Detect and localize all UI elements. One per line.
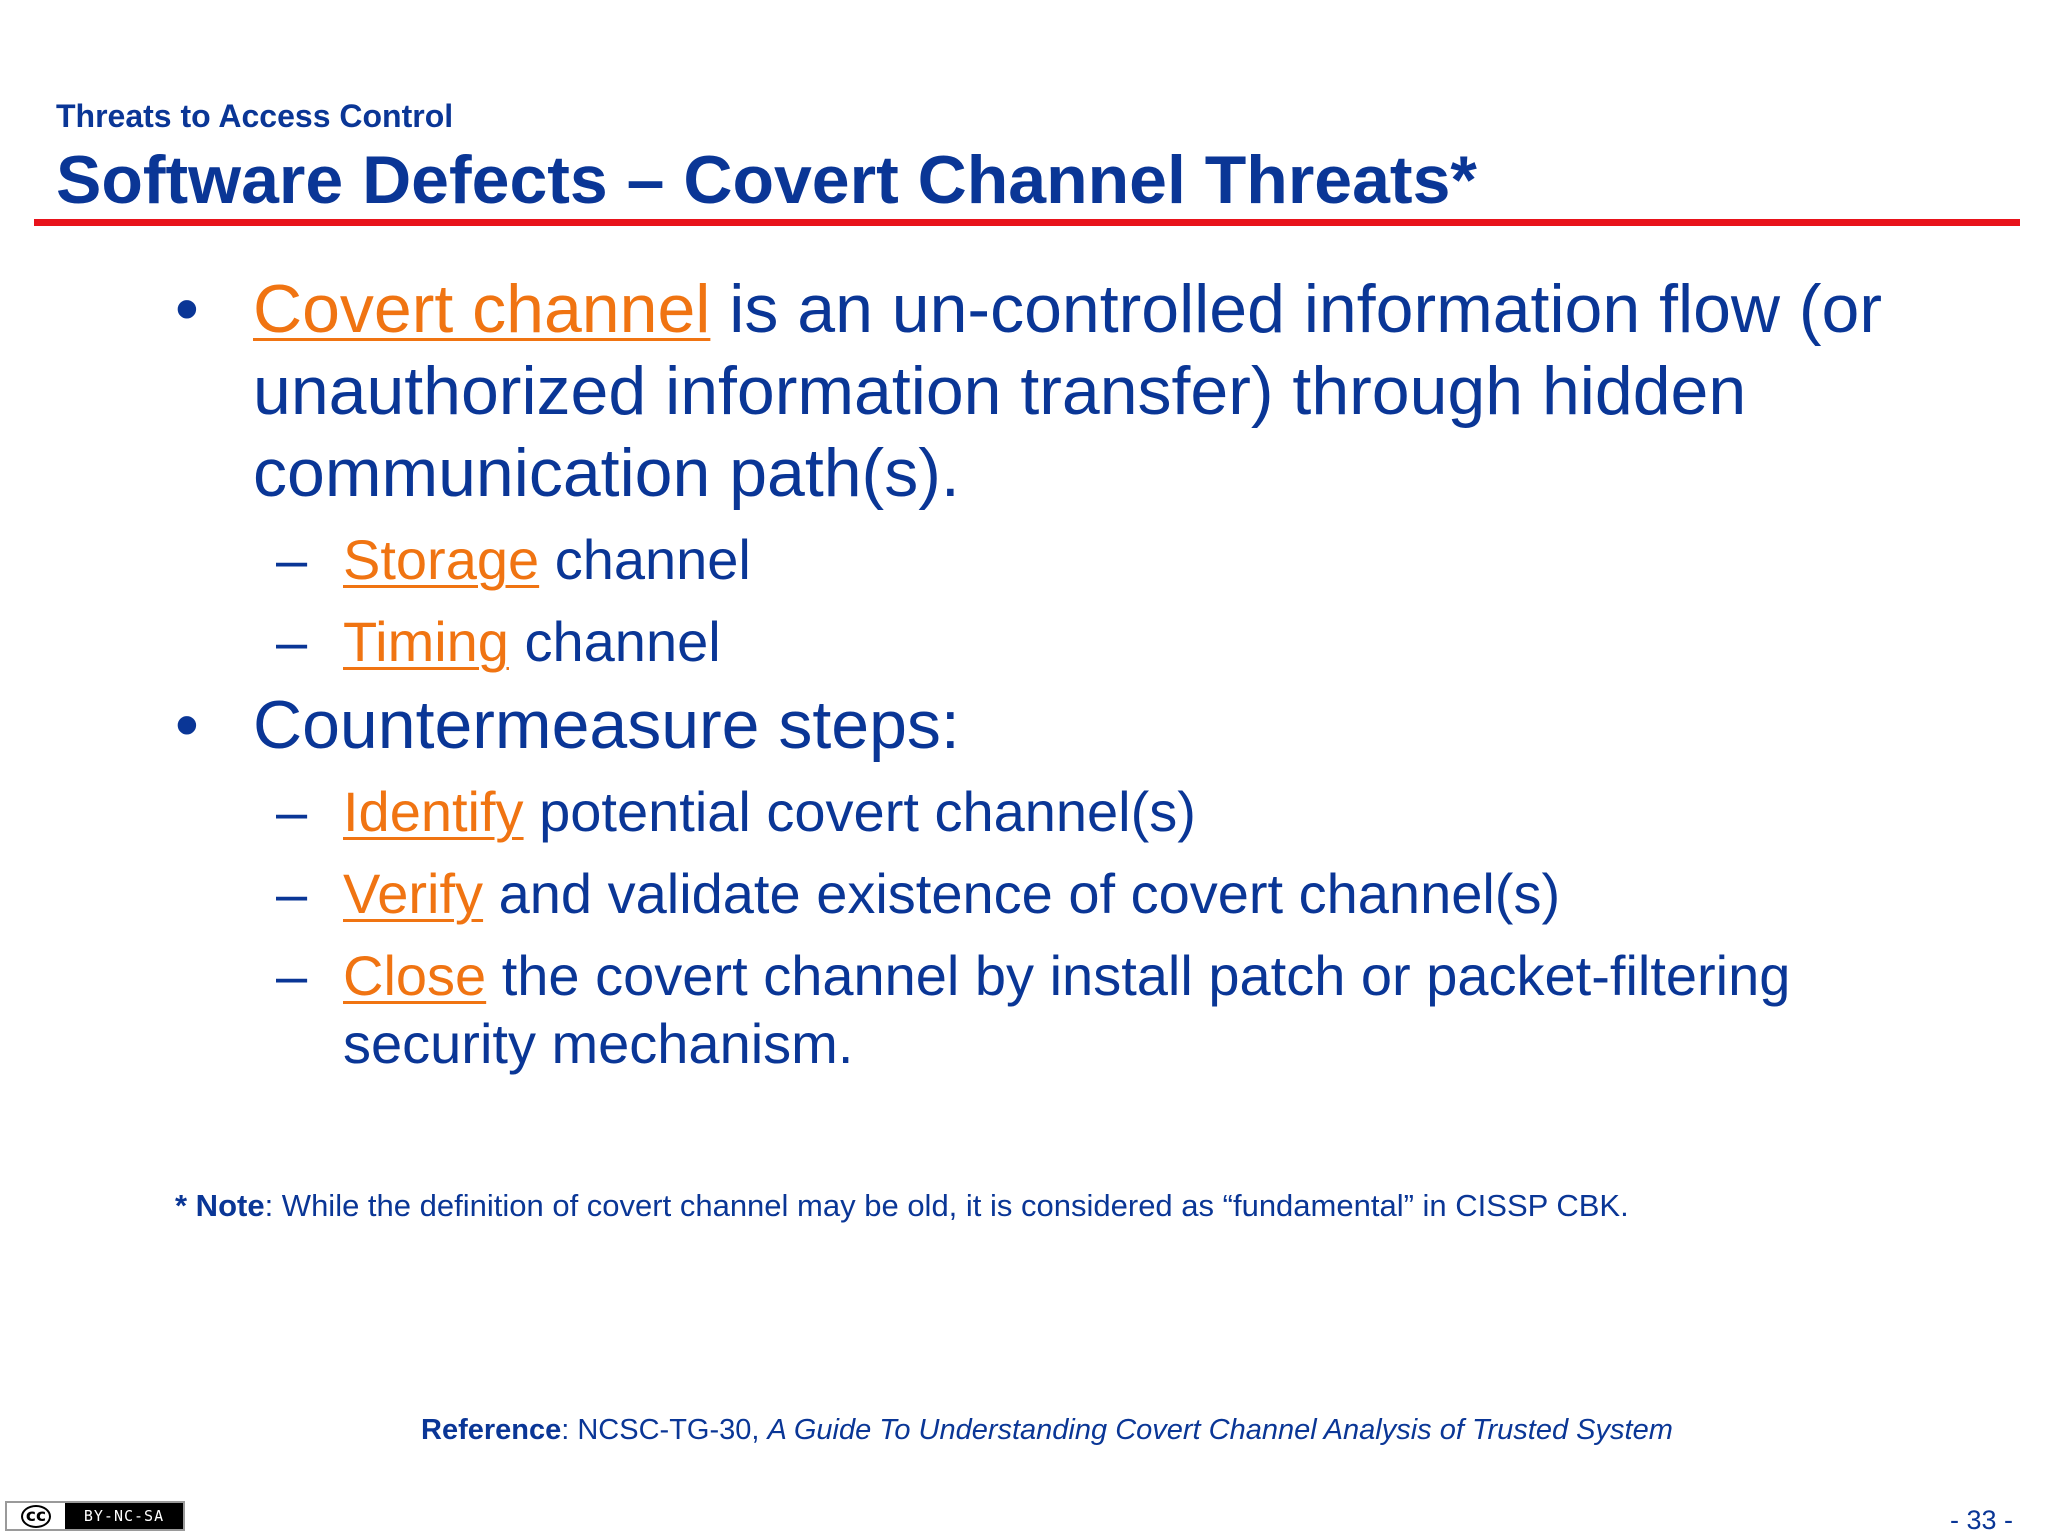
cc-logo-text: cc — [21, 1505, 51, 1528]
subitem-timing — [276, 608, 1943, 676]
subitem-storage — [276, 526, 1943, 594]
footnote-label: * Note — [175, 1188, 265, 1223]
dash-marker: – — [276, 944, 308, 1007]
bullet-list — [0, 268, 2048, 1078]
keyword-close: Close — [343, 944, 487, 1007]
title-underline-rule — [34, 219, 2020, 226]
subitem-text: channel — [539, 528, 751, 591]
bullet-marker: • — [175, 687, 199, 763]
subitem-close — [276, 942, 1943, 1078]
bullet-text: is an un-controlled information flow (or unauthorized information transfer) through hidden communication path(s). — [253, 271, 1883, 511]
reference-title: A Guide To Understanding Covert Channel Analysis of Trusted System — [767, 1414, 1673, 1446]
cc-logo-icon — [7, 1503, 65, 1529]
footnote-text: : While the definition of covert channel may be old, it is considered as “fundamental” in CISSP CBK. — [264, 1188, 1629, 1223]
dash-marker: – — [276, 780, 308, 843]
footnote — [175, 1188, 1629, 1224]
bullet-countermeasure-steps — [175, 684, 1933, 766]
reference-label: Reference — [421, 1414, 562, 1446]
subitem-text: potential covert channel(s) — [523, 780, 1196, 843]
license-terms: BY-NC-SA — [83, 1507, 165, 1525]
dash-marker: – — [276, 862, 308, 925]
dash-marker: – — [276, 610, 308, 673]
bullet-covert-channel — [175, 268, 1933, 514]
reference-line — [421, 1414, 1673, 1447]
subitem-text: and validate existence of covert channel(s) — [483, 862, 1561, 925]
slide-title: Software Defects – Covert Channel Threats* — [56, 142, 1477, 218]
bullet-marker: • — [175, 271, 199, 347]
keyword-identify: Identify — [343, 780, 524, 843]
subitem-verify — [276, 860, 1943, 928]
cc-license-badge — [5, 1501, 185, 1531]
keyword-covert-channel: Covert channel — [253, 271, 711, 347]
section-label: Threats to Access Control — [56, 98, 454, 134]
page-number: - 33 - — [1950, 1505, 2014, 1535]
dash-marker: – — [276, 528, 308, 591]
subitem-identify — [276, 778, 1943, 846]
subitem-text: channel — [508, 610, 721, 673]
keyword-verify: Verify — [343, 862, 484, 925]
keyword-storage: Storage — [343, 528, 540, 591]
subitem-text: the covert channel by install patch or packet-filtering security mechanism. — [343, 944, 1791, 1075]
reference-prefix: : NCSC-TG-30, — [561, 1414, 768, 1446]
keyword-timing: Timing — [343, 610, 509, 673]
bullet-text: Countermeasure steps: — [253, 687, 960, 763]
